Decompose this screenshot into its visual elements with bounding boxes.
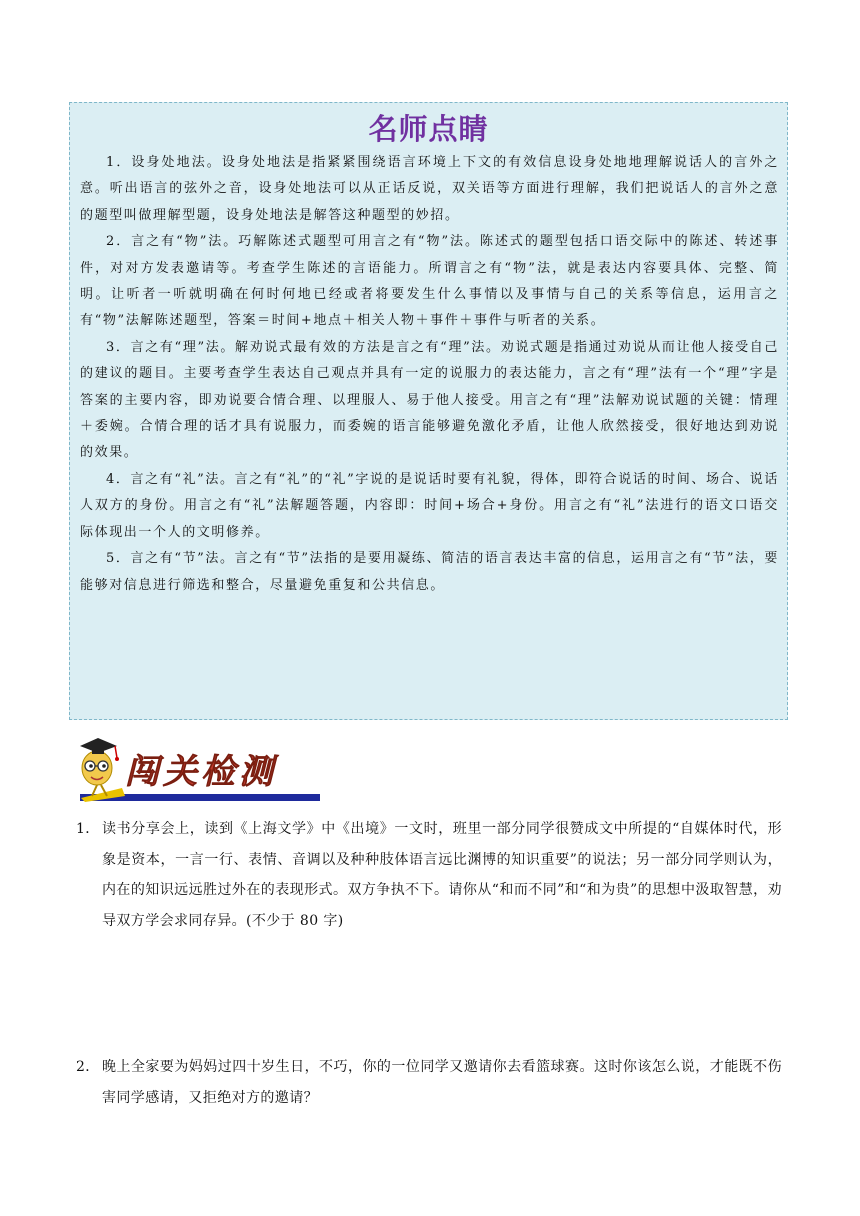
tip-paragraph: 5．言之有“节”法。言之有“节”法指的是要用凝练、简洁的语言表达丰富的信息，运用言之有“节”法，要能够对信息进行筛选和整合，尽量避免重复和公共信息。 <box>80 551 779 593</box>
tips-title: 名师点睛 <box>368 112 489 146</box>
tips-body <box>80 150 779 599</box>
question-item <box>76 1052 782 1113</box>
question-number: 2． <box>76 1059 100 1075</box>
badge-text: 闯关检测 <box>125 752 277 792</box>
tip-paragraph: 2．言之有“物”法。巧解陈述式题型可用言之有“物”法。陈述式的题型包括口语交际中的陈述、转述事件，对对方发表邀请等。考查学生陈述的言语能力。所谓言之有“物”法，就是表达内容要具体、完整、简明。让听者一听就明确在何时何地已经或者将要发生什么事情以及事情与自己的关系等信息，运用言之有“物”法解陈述题型，答案＝时间+地点＋相关人物＋事件＋事件与听者的关系。 <box>80 234 779 329</box>
tips-box <box>69 102 788 720</box>
question-item <box>76 814 782 936</box>
tip-paragraph: 1．设身处地法。设身处地法是指紧紧围绕语言环境上下文的有效信息设身处地地理解说话人的言外之意。听出语言的弦外之音，设身处地法可以从正话反说，双关语等方面进行理解，我们把说话人的言外之意的题型叫做理解型题，设身处地法是解答这种题型的妙招。 <box>80 155 779 223</box>
tip-paragraph: 3．言之有“理”法。解劝说式最有效的方法是言之有“理”法。劝说式题是指通过劝说从而让他人接受自己的建议的题目。主要考查学生表达自己观点并具有一定的说服力的表达能力，言之有“理”法有一个“理”字是答案的主要内容，即劝说要合情合理、以理服人、易于他人接受。用言之有“理”法解劝说试题的关键：情理＋委婉。合情合理的话才具有说服力，而委婉的语言能够避免激化矛盾，让他人欣然接受，很好地达到劝说的效果。 <box>80 339 779 461</box>
section-badge <box>77 730 322 805</box>
tip-paragraph: 4．言之有“礼”法。言之有“礼”的“礼”字说的是说话时要有礼貌，得体，即符合说话的时间、场合、说话人双方的身份。用言之有“礼”法解题答题，内容即：时间+场合+身份。用言之有“礼”法进行的语文口语交际体现出一个人的文明修养。 <box>80 471 779 540</box>
scholar-mascot-icon <box>77 730 322 805</box>
question-text: 读书分享会上，读到《上海文学》中《出境》一文时，班里一部分同学很赞成文中所提的“自媒体时代，形象是资本，一言一行、表情、音调以及种种肢体语言远比渊博的知识重要”的说法；另一部分同学则认为，内在的知识远远胜过外在的表现形式。双方争执不下。请你从“和而不同”和“和为贵”的思想中汲取智慧，劝导双方学会求同存异。(不少于 80 字) <box>102 821 782 929</box>
question-text: 晚上全家要为妈妈过四十岁生日，不巧，你的一位同学又邀请你去看篮球赛。这时你该怎么说，才能既不伤害同学感请，又拒绝对方的邀请？ <box>102 1059 782 1106</box>
question-number: 1． <box>76 821 100 837</box>
